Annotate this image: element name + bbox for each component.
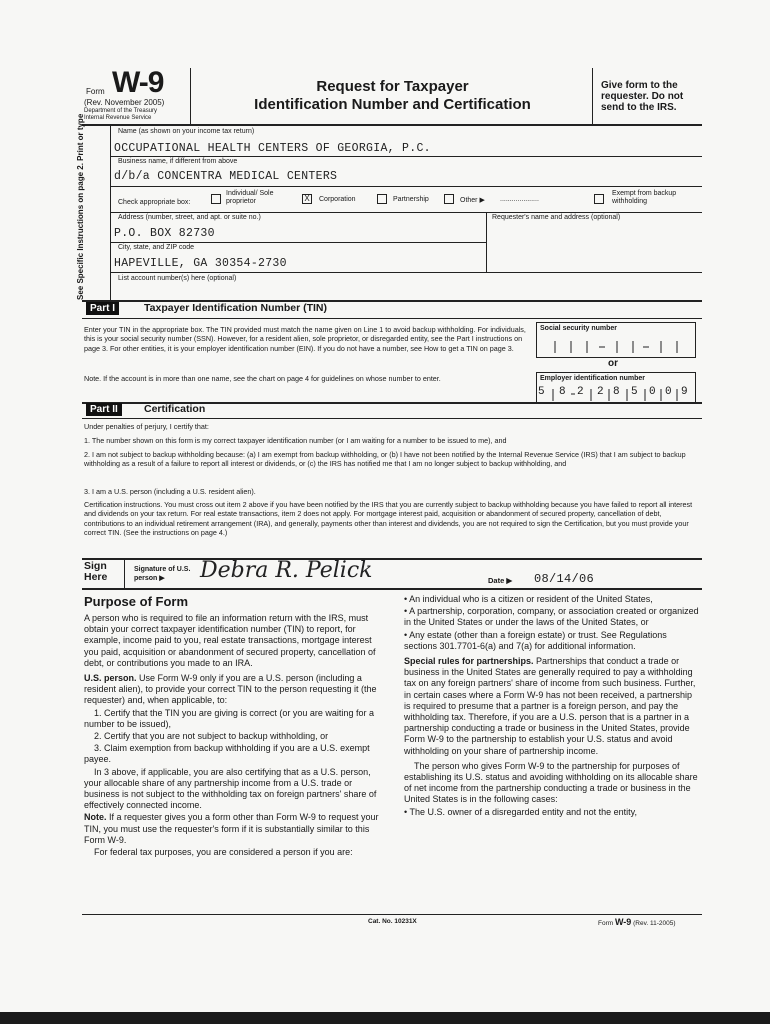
purpose-heading: Purpose of Form — [84, 594, 189, 609]
name-label: Name (as shown on your income tax return) — [118, 128, 255, 135]
corporation-label: Corporation — [319, 196, 356, 203]
business-name-label: Business name, if different from above — [118, 158, 238, 165]
right-b3: • Any estate (other than a foreign estate) or trust. See Regulations sections 301.7701-6(a) and 7(a) for additional information. — [404, 629, 667, 651]
signature-label: Signature of U.S. person ▶ — [134, 566, 191, 582]
cert-instructions: Certification instructions. You must cross out item 2 above if you have been notified by the IRS that you are currently subject to backup withholding because you have failed to report all interest and dividends on your tax return. For real estate transactions, item 2 does not apply. For mortgage interest paid, acquisition or abandonment of secured property, cancellation of debt, contributions to an individual retirement arrangement (IRA), and generally, payments other than interest and dividends, you are not required to sign the Certification, but you must provide your correct TIN. (See the instructions on page 4.) — [84, 500, 693, 538]
give-form-note: Give form to the requester. Do not send to the IRS. — [601, 80, 684, 113]
date-label: Date ▶ — [488, 576, 513, 585]
divider — [110, 242, 486, 243]
special-rules-text: Partnerships that conduct a trade or business in the United States are generally required to pay a withholding tax on any foreign partners' share of income from such business. Further, in certain cases where a Form W-9 has not been received, a partnership is required to presume that a partner is a foreign person, and pay the withholding tax. Therefore, if you are a U.S. person that is a partner in a partnership conducting a trade or business in the United States, provide Form W-9 to the partnership to establish your U.S. status and avoid withholding on your share of partnership income. — [404, 656, 696, 756]
ein-digit: 9 — [681, 386, 688, 398]
purpose-p4: 2. Certify that you are not subject to backup withholding, or — [94, 731, 329, 742]
individual-checkbox[interactable] — [211, 194, 221, 204]
purpose-p7 — [84, 812, 388, 846]
partnership-label: Partnership — [393, 196, 429, 203]
catalog-number: Cat. No. 10231X — [368, 918, 417, 925]
ein-digit: 5 — [538, 386, 545, 398]
section-rule — [82, 588, 702, 590]
divider — [124, 560, 125, 588]
footer-form — [598, 917, 676, 927]
divider — [592, 68, 593, 124]
side-label-text: See Specific Instructions on page 2. Print or type — [76, 113, 85, 300]
ein-digit-boxes — [537, 388, 693, 402]
or-label: or — [608, 358, 618, 369]
divider — [110, 186, 702, 187]
purpose-p5: 3. Claim exemption from backup withholding if you are a U.S. exempt payee. — [84, 743, 370, 765]
requester-label: Requester's name and address (optional) — [492, 214, 621, 221]
footer-revision: (Rev. 11-2005) — [633, 920, 676, 927]
title-line-1: Request for Taxpayer — [316, 78, 469, 95]
side-instructions-label — [70, 113, 92, 305]
department-label — [84, 108, 194, 122]
part-1-note: Note. If the account is in more than one name, see the chart on page 4 for guidelines on whose number to enter. — [84, 374, 441, 383]
cert-item-2: 2. I am not subject to backup withholding because: (a) I am exempt from backup withholding, or (b) I have not been notified by the Internal Revenue Service (IRS) that I am subject to backup withholding as a result of a failure to report all interest or dividends, or (c) the IRS has notified me that I am no longer subject to backup withholding, and — [84, 450, 686, 469]
other-dots[interactable]: .................... — [500, 196, 539, 203]
ein-label: Employer identification number — [540, 375, 646, 382]
cert-intro: Under penalties of perjury, I certify that: — [84, 422, 209, 431]
business-name-field[interactable]: d/b/a CONCENTRA MEDICAL CENTERS — [114, 170, 338, 183]
form-title — [200, 78, 585, 114]
other-checkbox[interactable] — [444, 194, 454, 204]
ein-digit: 0 — [665, 386, 672, 398]
account-label: List account number(s) here (optional) — [118, 275, 237, 282]
special-rules-heading: Special rules for partnerships. — [404, 656, 534, 667]
other-label: Other ▶ — [460, 197, 485, 204]
corporation-checkbox[interactable]: X — [302, 194, 312, 204]
ssn-digit-boxes — [537, 339, 693, 355]
footer-form-word: Form — [598, 920, 614, 927]
divider — [82, 418, 702, 419]
us-person-text: Use Form W-9 only if you are a U.S. person (including a resident alien), to provide your correct TIN to the person requesting it (the requester) and, when applicable, to: — [84, 673, 377, 706]
divider — [110, 272, 702, 273]
irs-line: Internal Revenue Service — [84, 115, 152, 121]
divider — [82, 318, 702, 319]
right-b2: • A partnership, corporation, company, or association created or organized in the United States or under the laws of the United States, or — [404, 606, 699, 628]
part-2-title: Certification — [144, 403, 206, 415]
ssn-box[interactable] — [536, 322, 696, 358]
scan-edge-bar — [0, 1012, 770, 1024]
address-label: Address (number, street, and apt. or suite no.) — [118, 214, 261, 221]
department-line: Department of the Treasury — [84, 108, 158, 114]
exempt-checkbox[interactable] — [594, 194, 604, 204]
city-label: City, state, and ZIP code — [118, 244, 195, 251]
partnership-checkbox[interactable] — [377, 194, 387, 204]
divider — [110, 156, 702, 157]
ssn-label: Social security number — [540, 325, 618, 332]
purpose-p3: 1. Certify that the TIN you are giving is correct (or you are waiting for a number to be issued), — [84, 707, 374, 729]
city-field[interactable]: HAPEVILLE, GA 30354-2730 — [114, 257, 287, 270]
ein-box[interactable] — [536, 372, 696, 404]
note-text: If a requester gives you a form other than Form W-9 to request your TIN, you must use the requester's form if it is substantially similar to this Form W-9. — [84, 812, 379, 845]
us-person-heading: U.S. person. — [84, 673, 137, 684]
purpose-p1: A person who is required to file an information return with the IRS, must obtain your correct taxpayer identification number (TIN) to report, for example, income paid to you, real estate transactions, mortgage interest you paid, acquisition or abandonment of secured property, cancellation of debt, or contributions you made to an IRA. — [84, 613, 376, 668]
address-field[interactable]: P.O. BOX 82730 — [114, 227, 215, 240]
form-word: Form — [86, 87, 105, 96]
part-1-text: Enter your TIN in the appropriate box. The TIN provided must match the name given on Line 1 to avoid backup withholding. For individuals, this is your social security number (SSN). However, for a resident alien, sole proprietor, or disregarded entity, see the Part I instructions on page 3. For other entities, it is your employer identification number (EIN). If you do not have a number, see How to get a TIN on page 3. — [84, 325, 526, 353]
sign-here-label: Sign Here — [84, 560, 108, 583]
part-1-title: Taxpayer Identification Number (TIN) — [144, 302, 327, 314]
ein-digit: 5 — [631, 386, 638, 398]
purpose-p2 — [84, 673, 388, 707]
divider — [190, 68, 191, 124]
individual-label: Individual/ Sole proprietor — [226, 190, 274, 205]
right-p2: The person who gives Form W-9 to the partnership for purposes of establishing its U.S. status and avoiding withholding on its allocable share of net income from the partnership conducting a trade or business in the United States is in the following cases: — [404, 760, 698, 805]
divider — [486, 212, 487, 272]
exempt-label: Exempt from backup withholding — [612, 190, 677, 205]
date-field[interactable]: 08/14/06 — [534, 572, 595, 586]
check-box-label: Check appropriate box: — [118, 199, 191, 206]
section-rule — [82, 558, 702, 560]
ein-digit: 0 — [649, 386, 656, 398]
right-b1: • An individual who is a citizen or resident of the United States, — [404, 594, 653, 604]
ein-digit: 8 — [613, 386, 620, 398]
signature[interactable]: Debra R. Pelick — [200, 558, 373, 583]
right-b4: • The U.S. owner of a disregarded entity and not the entity, — [404, 806, 637, 817]
ein-digit: 2 — [577, 386, 584, 398]
header-rule — [82, 124, 702, 126]
part-2-tag: Part II — [86, 403, 122, 416]
part-1-tag: Part I — [86, 302, 119, 315]
revision-date: (Rev. November 2005) — [84, 98, 165, 107]
right-special — [404, 656, 700, 757]
footer-form-number: W-9 — [614, 917, 632, 927]
purpose-p8: For federal tax purposes, you are considered a person if you are: — [94, 847, 353, 858]
name-field[interactable]: OCCUPATIONAL HEALTH CENTERS OF GEORGIA, P.C. — [114, 142, 431, 155]
cert-item-3: 3. I am a U.S. person (including a U.S. resident alien). — [84, 487, 256, 496]
purpose-p6: In 3 above, if applicable, you are also certifying that as a U.S. person, your allocable share of any partnership income from a U.S. trade or business is not subject to the withholding tax on foreign partners' share of effectively connected income. — [84, 766, 377, 811]
ein-digit: 8 — [559, 386, 566, 398]
form-number: W-9 — [112, 66, 164, 99]
right-column — [404, 594, 700, 819]
purpose-column — [84, 613, 388, 859]
title-line-2: Identification Number and Certification — [254, 96, 531, 113]
footer-rule — [82, 914, 702, 915]
divider — [110, 212, 702, 213]
ein-digit: 2 — [597, 386, 604, 398]
note-heading: Note. — [84, 812, 107, 823]
cert-item-1: 1. The number shown on this form is my correct taxpayer identification number (or I am waiting for a number to be issued to me), and — [84, 436, 507, 445]
divider — [110, 126, 111, 302]
